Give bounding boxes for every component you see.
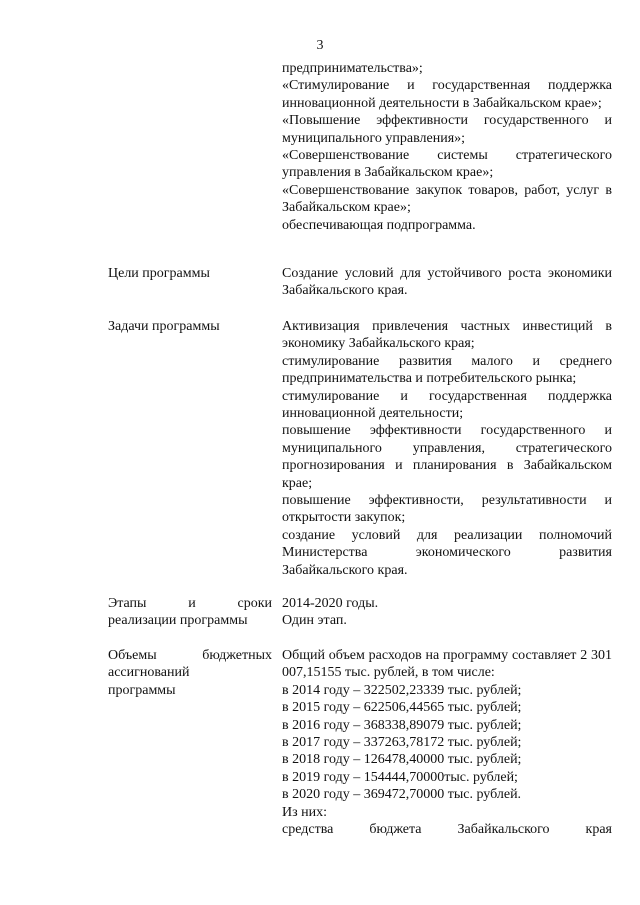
budget-label <box>108 647 272 699</box>
budget-year-line: в 2017 году – 337263,78172 тыс. рублей; <box>282 735 522 751</box>
budget-year-line: в 2018 году – 126478,40000 тыс. рублей; <box>282 752 522 768</box>
task-item: стимулирование и государственная поддержка инновационной деятельности; <box>282 388 612 422</box>
subprogram-item: «Совершенствование системы стратегического управления в Забайкальском крае»; <box>282 148 612 181</box>
stages-text: 2014-2020 годы. <box>282 596 379 611</box>
subprogram-item: «Стимулирование и государственная поддержка инновационной деятельности в Забайкальском крае»; <box>282 78 612 111</box>
task-item: повышение эффективности, результативности и открытости закупок; <box>282 493 612 526</box>
budget-label-line: ассигнований <box>108 665 190 681</box>
goals-content <box>282 265 612 300</box>
budget-label-line: программы <box>108 682 176 698</box>
stages-label-line: реализации программы <box>108 613 248 629</box>
task-item: стимулирование развития малого и среднего предпринимательства и потребительского рынка; <box>282 353 612 387</box>
tasks-label: Задачи программы <box>108 319 220 334</box>
budget-year-line: в 2014 году – 322502,23339 тыс. рублей; <box>282 682 522 698</box>
goals-text: Создание условий для устойчивого роста экономики Забайкальского края. <box>282 266 612 299</box>
subprogram-item: обеспечивающая подпрограмма. <box>282 217 476 233</box>
budget-content <box>282 647 612 838</box>
budget-label-line: Объемы бюджетных <box>108 648 272 663</box>
task-item: Активизация привлечения частных инвестиций в экономику Забайкальского края; <box>282 319 612 352</box>
subprogram-item: «Повышение эффективности государственного и муниципального управления»; <box>282 113 612 146</box>
task-item: повышение эффективности государственного и муниципального управления, стратегического прогнозирования и планирования в Забайкальском крае; <box>282 423 612 491</box>
subprogram-item: «Совершенствование закупок товаров, работ, услуг в Забайкальском крае»; <box>282 182 612 216</box>
budget-text: Общий объем расходов на программу составляет 2 301 007,15155 тыс. рублей, в том числе: <box>282 648 612 681</box>
budget-year-line: в 2016 году – 368338,89079 тыс. рублей; <box>282 717 522 733</box>
page-number: 3 <box>316 38 324 53</box>
budget-year-line: в 2019 году – 154444,70000тыс. рублей; <box>282 769 518 785</box>
task-item: создание условий для реализации полномочий Министерства экономического развития Забайкальского края. <box>282 527 612 578</box>
stages-text: Один этап. <box>282 613 347 629</box>
tasks-content <box>282 318 612 579</box>
stages-label-line: Этапы и сроки <box>108 596 272 611</box>
budget-text: средства бюджета Забайкальского края <box>282 822 612 838</box>
subprogram-item: предпринимательства»; <box>282 61 423 76</box>
stages-label <box>108 595 272 630</box>
subprograms-content <box>282 60 612 234</box>
budget-year-line: в 2015 году – 622506,44565 тыс. рублей; <box>282 700 522 716</box>
budget-year-line: в 2020 году – 369472,70000 тыс. рублей. <box>282 787 522 803</box>
budget-text: Из них: <box>282 804 328 820</box>
goals-label: Цели программы <box>108 266 210 281</box>
stages-content <box>282 595 612 630</box>
